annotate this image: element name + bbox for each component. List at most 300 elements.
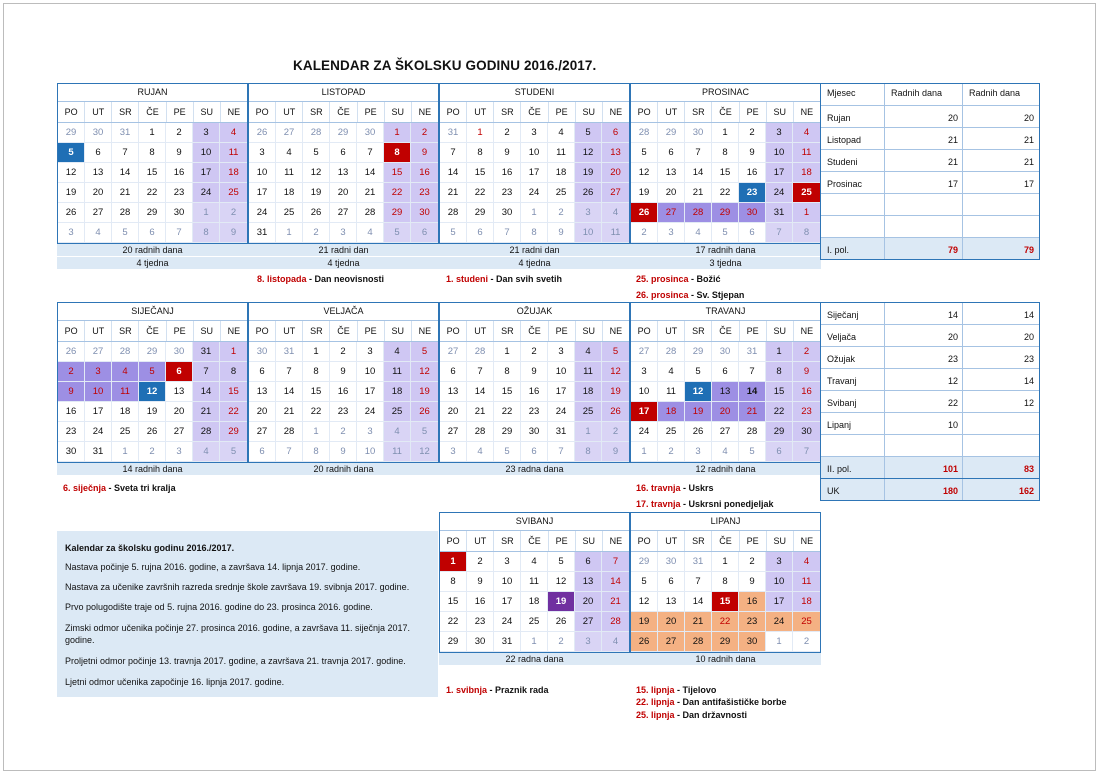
weekday-label: PE <box>549 531 576 551</box>
day-cell: 17 <box>193 163 220 183</box>
day-cell: 6 <box>85 143 112 163</box>
day-cell: 1 <box>440 552 467 572</box>
day-cell: 1 <box>712 552 739 572</box>
weekday-label: UT <box>276 102 303 122</box>
day-cell: 13 <box>575 572 602 592</box>
day-cell: 23 <box>739 183 766 203</box>
day-cell: 2 <box>548 632 575 652</box>
day-cell: 5 <box>112 223 139 243</box>
day-cell: 5 <box>411 422 438 442</box>
weekday-label: UT <box>658 531 685 551</box>
day-cell: 28 <box>685 632 712 652</box>
weekday-label: PO <box>631 321 658 341</box>
day-cell: 15 <box>712 163 739 183</box>
day-cell: 6 <box>330 143 357 163</box>
day-cell: 31 <box>193 342 220 362</box>
day-cell: 30 <box>793 422 820 442</box>
holiday-name: Uskrs <box>688 483 714 493</box>
holiday-date: 6. siječnja <box>63 483 107 493</box>
day-cell: 30 <box>85 123 112 143</box>
day-cell: 30 <box>249 342 276 362</box>
stats-row <box>821 325 1039 347</box>
day-cell: 5 <box>602 342 629 362</box>
day-cell: 4 <box>602 632 629 652</box>
holiday-sep: - <box>488 274 497 284</box>
holiday-date: 25. prosinca <box>636 274 689 284</box>
day-cell: 7 <box>602 552 629 572</box>
day-cell: 9 <box>166 143 193 163</box>
month-working-days: 21 radni dan <box>439 244 630 257</box>
day-cell: 7 <box>276 362 303 382</box>
day-cell: 2 <box>330 422 357 442</box>
day-cell: 4 <box>575 342 602 362</box>
day-cell: 21 <box>276 402 303 422</box>
day-cell: 10 <box>357 442 384 462</box>
month-working-days: 21 radni dan <box>248 244 439 257</box>
day-cell: 3 <box>330 223 357 243</box>
day-cell: 19 <box>602 382 629 402</box>
weekday-label: SU <box>576 531 603 551</box>
day-cell: 21 <box>685 612 712 632</box>
day-cell: 18 <box>658 402 685 422</box>
holiday-sep: - <box>106 483 115 493</box>
day-cell: 17 <box>357 382 384 402</box>
day-cell: 27 <box>330 203 357 223</box>
day-cell: 23 <box>467 612 494 632</box>
day-cell: 14 <box>440 163 467 183</box>
day-cell: 31 <box>112 123 139 143</box>
stats-cell: 20 <box>1023 332 1034 342</box>
day-cell: 16 <box>166 163 193 183</box>
day-cell: 8 <box>193 223 220 243</box>
day-cell: 23 <box>166 183 193 203</box>
day-cell: 2 <box>411 123 438 143</box>
stats-cell: 12 <box>885 369 963 390</box>
weekday-label: UT <box>276 321 303 341</box>
holiday-note <box>636 710 747 720</box>
day-cell: 27 <box>602 183 629 203</box>
day-cell: 27 <box>276 123 303 143</box>
day-cell: 26 <box>685 422 712 442</box>
holiday-name: Uskrsni ponedjeljak <box>688 499 774 509</box>
day-cell: 23 <box>330 402 357 422</box>
day-cell: 20 <box>658 183 685 203</box>
stats-total <box>820 478 1040 501</box>
day-cell: 12 <box>575 143 602 163</box>
day-cell: 13 <box>85 163 112 183</box>
holiday-note <box>636 274 721 284</box>
month-working-days: 20 radnih dana <box>248 463 439 476</box>
weekday-label: NE <box>609 107 623 117</box>
day-cell: 4 <box>793 552 820 572</box>
day-cell: 20 <box>330 183 357 203</box>
day-cell: 24 <box>85 422 112 442</box>
day-cell: 8 <box>303 442 330 462</box>
stats-cell <box>963 194 1038 215</box>
weekday-label: ČE <box>521 102 548 122</box>
day-cell: 18 <box>548 163 575 183</box>
weekday-label: SR <box>685 102 712 122</box>
stats-cell <box>963 435 1038 456</box>
day-cell: 21 <box>602 592 629 612</box>
day-cell: 2 <box>631 223 658 243</box>
day-cell: 4 <box>220 123 247 143</box>
day-cell: 14 <box>193 382 220 402</box>
stats-cell: 79 <box>1023 245 1034 255</box>
weekday-label: SR <box>494 102 521 122</box>
day-cell: 15 <box>494 382 521 402</box>
weekday-label: PO <box>249 321 276 341</box>
day-cell: 16 <box>739 163 766 183</box>
stats-cell: 21 <box>1023 157 1034 167</box>
day-cell: 6 <box>249 442 276 462</box>
day-cell: 16 <box>411 163 438 183</box>
weekday-label: ČE <box>139 102 166 122</box>
day-cell: 16 <box>467 592 494 612</box>
weekday-label: UT <box>85 102 112 122</box>
holiday-note <box>257 274 384 284</box>
weekday-label: PO <box>440 531 467 551</box>
day-cell: 3 <box>766 123 793 143</box>
day-cell: 11 <box>220 143 247 163</box>
day-cell: 26 <box>631 203 658 223</box>
day-cell: 29 <box>658 123 685 143</box>
weekday-label: SR <box>494 321 521 341</box>
day-cell: 7 <box>440 143 467 163</box>
day-grid <box>440 342 629 462</box>
day-cell: 7 <box>685 572 712 592</box>
holiday-name: Praznik rada <box>495 685 549 695</box>
day-cell: 23 <box>793 402 820 422</box>
holiday-date: 25. lipnja <box>636 710 675 720</box>
month-7 <box>630 302 821 463</box>
day-cell: 26 <box>411 402 438 422</box>
day-cell: 3 <box>658 223 685 243</box>
day-cell: 30 <box>712 342 739 362</box>
holiday-sep: - <box>306 274 315 284</box>
day-cell: 28 <box>739 422 766 442</box>
holiday-name: Dan antifašističke borbe <box>682 697 787 707</box>
weekday-label: ČE <box>139 321 166 341</box>
weekday-label: SU <box>576 321 603 341</box>
day-cell: 7 <box>739 362 766 382</box>
day-cell: 19 <box>139 402 166 422</box>
stats-row <box>821 479 1039 500</box>
day-cell: 26 <box>303 203 330 223</box>
stats-cell: 180 <box>885 479 963 500</box>
info-panel <box>57 531 438 697</box>
stats-row <box>821 391 1039 413</box>
day-cell: 31 <box>276 342 303 362</box>
stats-row <box>821 238 1039 259</box>
holiday-name: Dan svih svetih <box>496 274 563 284</box>
stats-cell: 14 <box>1023 376 1034 386</box>
day-cell: 1 <box>193 203 220 223</box>
day-cell: 6 <box>411 223 438 243</box>
day-cell: 6 <box>249 362 276 382</box>
info-title: Kalendar za školsku godinu 2016./2017. <box>65 543 235 553</box>
weekday-label: ČE <box>330 321 357 341</box>
day-cell: 2 <box>793 342 820 362</box>
day-cell: 10 <box>85 382 112 402</box>
day-cell: 28 <box>303 123 330 143</box>
day-cell: 20 <box>249 402 276 422</box>
stats-row <box>821 216 1039 238</box>
day-cell: 3 <box>249 143 276 163</box>
stats-cell: 20 <box>885 325 963 346</box>
stats-cell: 22 <box>885 391 963 412</box>
day-cell: 13 <box>712 382 739 402</box>
stats-row <box>821 106 1039 128</box>
weekday-label: SR <box>494 531 521 551</box>
day-cell: 6 <box>467 223 494 243</box>
day-cell: 28 <box>276 422 303 442</box>
day-cell: 30 <box>467 632 494 652</box>
day-cell: 1 <box>139 123 166 143</box>
weekday-header <box>631 321 820 342</box>
day-cell: 25 <box>276 203 303 223</box>
day-cell: 9 <box>494 143 521 163</box>
day-cell: 7 <box>494 223 521 243</box>
day-cell: 21 <box>193 402 220 422</box>
day-cell: 1 <box>112 442 139 462</box>
stats-cell: Ožujak <box>821 347 885 368</box>
day-cell: 19 <box>631 612 658 632</box>
day-cell: 3 <box>548 342 575 362</box>
day-cell: 5 <box>494 442 521 462</box>
weekday-header <box>58 102 247 123</box>
day-cell: 30 <box>521 422 548 442</box>
day-cell: 21 <box>440 183 467 203</box>
day-cell: 15 <box>440 592 467 612</box>
holiday-note <box>636 697 787 707</box>
day-cell: 5 <box>303 143 330 163</box>
day-cell: 29 <box>58 123 85 143</box>
day-grid <box>58 123 247 243</box>
day-cell: 4 <box>85 223 112 243</box>
day-cell: 9 <box>521 362 548 382</box>
day-cell: 15 <box>467 163 494 183</box>
day-cell: 10 <box>494 572 521 592</box>
day-cell: 29 <box>766 422 793 442</box>
day-cell: 19 <box>548 592 575 612</box>
day-cell: 2 <box>494 123 521 143</box>
day-cell: 19 <box>411 382 438 402</box>
day-cell: 27 <box>85 342 112 362</box>
day-cell: 6 <box>739 223 766 243</box>
weekday-label: PO <box>631 102 658 122</box>
stats-cell: Svibanj <box>821 391 885 412</box>
day-cell: 29 <box>440 632 467 652</box>
month-name: LISTOPAD <box>249 84 438 102</box>
day-cell: 6 <box>766 442 793 462</box>
weekday-label: ČE <box>712 102 739 122</box>
day-cell: 30 <box>685 123 712 143</box>
day-grid <box>249 123 438 243</box>
holiday-note <box>636 483 714 493</box>
holiday-note <box>446 685 549 695</box>
weekday-label: ČE <box>330 102 357 122</box>
weekday-label: PO <box>58 321 85 341</box>
month-name: VELJAČA <box>249 303 438 321</box>
day-cell: 29 <box>685 342 712 362</box>
day-cell: 9 <box>411 143 438 163</box>
stats-cell: II. pol. <box>821 457 885 478</box>
day-cell: 12 <box>631 592 658 612</box>
day-cell: 1 <box>712 123 739 143</box>
day-cell: 26 <box>548 612 575 632</box>
stats-cell: Prosinac <box>821 172 885 193</box>
day-cell: 9 <box>330 442 357 462</box>
day-cell: 23 <box>58 422 85 442</box>
day-cell: 13 <box>658 592 685 612</box>
day-cell: 14 <box>357 163 384 183</box>
weekday-label: SU <box>385 321 412 341</box>
holiday-date: 1. studeni <box>446 274 489 284</box>
day-cell: 24 <box>249 203 276 223</box>
day-cell: 2 <box>739 123 766 143</box>
stats-row <box>821 194 1039 216</box>
day-cell: 11 <box>602 223 629 243</box>
day-cell: 27 <box>712 422 739 442</box>
day-cell: 3 <box>521 123 548 143</box>
day-cell: 16 <box>739 592 766 612</box>
day-cell: 28 <box>685 203 712 223</box>
holiday-date: 17. travnja <box>636 499 681 509</box>
day-cell: 2 <box>548 203 575 223</box>
day-cell: 11 <box>384 362 411 382</box>
day-cell: 1 <box>793 203 820 223</box>
holiday-date: 22. lipnja <box>636 697 675 707</box>
day-cell: 10 <box>548 362 575 382</box>
stats-cell <box>885 435 963 456</box>
day-cell: 13 <box>602 143 629 163</box>
day-cell: 18 <box>575 382 602 402</box>
day-cell: 1 <box>575 422 602 442</box>
day-cell: 13 <box>166 382 193 402</box>
weekday-label: NE <box>418 107 432 117</box>
day-cell: 29 <box>330 123 357 143</box>
stats-cell: Mjesec <box>821 84 885 105</box>
day-cell: 29 <box>384 203 411 223</box>
day-cell: 7 <box>166 223 193 243</box>
day-cell: 29 <box>631 552 658 572</box>
weekday-label: PO <box>440 102 467 122</box>
day-cell: 7 <box>467 362 494 382</box>
day-cell: 28 <box>467 422 494 442</box>
day-cell: 6 <box>139 223 166 243</box>
day-cell: 9 <box>793 362 820 382</box>
day-cell: 6 <box>521 442 548 462</box>
stats-cell: UK <box>821 479 885 500</box>
day-cell: 22 <box>139 183 166 203</box>
month-working-days: 10 radnih dana <box>630 653 821 666</box>
weekday-label: NE <box>800 326 814 336</box>
day-cell: 29 <box>467 203 494 223</box>
day-grid <box>58 342 247 462</box>
day-cell: 5 <box>712 223 739 243</box>
holiday-note <box>636 290 744 300</box>
weekday-label: SR <box>303 321 330 341</box>
weekday-label: NE <box>418 326 432 336</box>
day-cell: 11 <box>384 442 411 462</box>
weekday-label: PE <box>549 321 576 341</box>
stats-cell: 17 <box>1023 179 1034 189</box>
day-cell: 29 <box>139 342 166 362</box>
day-cell: 16 <box>330 382 357 402</box>
day-cell: 3 <box>357 342 384 362</box>
weekday-label: PE <box>358 321 385 341</box>
holiday-sep: - <box>688 290 697 300</box>
day-cell: 27 <box>631 342 658 362</box>
day-cell: 1 <box>220 342 247 362</box>
day-cell: 17 <box>249 183 276 203</box>
day-cell: 25 <box>112 422 139 442</box>
day-cell: 6 <box>712 362 739 382</box>
day-cell: 5 <box>220 442 247 462</box>
day-cell: 1 <box>276 223 303 243</box>
stats-cell: Radnih dana <box>885 84 963 105</box>
day-cell: 3 <box>357 422 384 442</box>
day-grid <box>631 123 820 243</box>
day-cell: 7 <box>193 362 220 382</box>
day-cell: 11 <box>575 362 602 382</box>
day-cell: 4 <box>602 203 629 223</box>
day-cell: 5 <box>440 223 467 243</box>
day-cell: 22 <box>220 402 247 422</box>
day-cell: 12 <box>303 163 330 183</box>
day-cell: 8 <box>766 362 793 382</box>
month-name: TRAVANJ <box>631 303 820 321</box>
day-cell: 12 <box>631 163 658 183</box>
day-cell: 7 <box>766 223 793 243</box>
day-cell: 19 <box>58 183 85 203</box>
day-cell: 17 <box>85 402 112 422</box>
day-cell: 4 <box>112 362 139 382</box>
month-name: SVIBANJ <box>440 513 629 531</box>
day-cell: 19 <box>685 402 712 422</box>
weekday-label: SU <box>194 321 221 341</box>
stats-row <box>821 347 1039 369</box>
month-name: OŽUJAK <box>440 303 629 321</box>
day-cell: 5 <box>685 362 712 382</box>
day-cell: 27 <box>440 422 467 442</box>
day-cell: 14 <box>276 382 303 402</box>
stats-cell: 21 <box>1023 135 1034 145</box>
day-cell: 24 <box>193 183 220 203</box>
day-cell: 12 <box>548 572 575 592</box>
day-cell: 17 <box>766 592 793 612</box>
day-cell: 23 <box>494 183 521 203</box>
day-cell: 8 <box>303 362 330 382</box>
day-cell: 31 <box>685 552 712 572</box>
stats-cell: Studeni <box>821 150 885 171</box>
holiday-sep: - <box>680 499 689 509</box>
day-cell: 2 <box>467 552 494 572</box>
day-cell: 25 <box>548 183 575 203</box>
day-cell: 4 <box>793 123 820 143</box>
day-cell: 31 <box>249 223 276 243</box>
day-cell: 13 <box>330 163 357 183</box>
day-cell: 30 <box>166 342 193 362</box>
stats-cell: 21 <box>885 150 963 171</box>
weekday-label: NE <box>800 536 814 546</box>
day-cell: 3 <box>575 632 602 652</box>
day-cell: 26 <box>249 123 276 143</box>
stats-cell: 20 <box>885 106 963 127</box>
weekday-label: PE <box>167 102 194 122</box>
day-cell: 15 <box>712 592 739 612</box>
